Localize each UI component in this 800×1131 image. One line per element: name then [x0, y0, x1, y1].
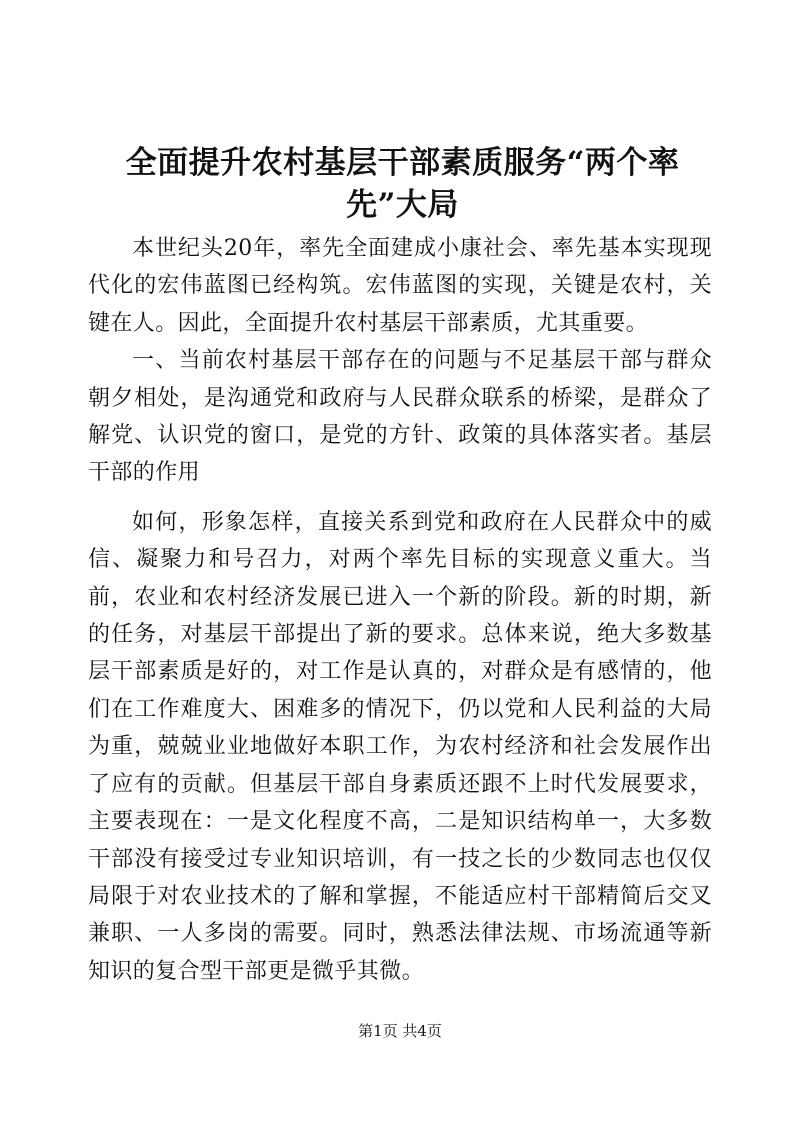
document-title: 全面提升农村基层干部素质服务“两个率先”大局	[125, 145, 680, 223]
paragraph-section-one: 一、当前农村基层干部存在的问题与不足基层干部与群众朝夕相处，是沟通党和政府与人民群众联系的桥梁，是群众了解党、认识党的窗口，是党的方针、政策的具体落实者。基层干部的作用	[88, 348, 712, 486]
document-body	[88, 230, 712, 990]
paragraph-intro: 本世纪头20年，率先全面建成小康社会、率先基本实现现代化的宏伟蓝图已经构筑。宏伟蓝图的实现，关键是农村，关键在人。因此，全面提升农村基层干部素质，尤其重要。	[88, 236, 712, 336]
page-number: 第1页 共4页	[358, 1022, 442, 1040]
paragraph-continuation: 如何，形象怎样，直接关系到党和政府在人民群众中的威信、凝聚力和号召力，对两个率先目标的实现意义重大。当前，农业和农村经济发展已进入一个新的阶段。新的时期，新的任务，对基层干部提出了新的要求。总体来说，绝大多数基层干部素质是好的，对工作是认真的，对群众是有感情的，他们在工作难度大、困难多的情况下，仍以党和人民利益的大局为重，兢兢业业地做好本职工作，为农村经济和社会发展作出了应有的贡献。但基层干部自身素质还跟不上时代发展要求，主要表现在：一是文化程度不高，二是知识结构单一，大多数干部没有接受过专业知识培训，有一技之长的少数同志也仅仅局限于对农业技术的了解和掌握，不能适应村干部精简后交叉兼职、一人多岗的需要。同时，熟悉法律法规、市场流通等新知识的复合型干部更是微乎其微。	[88, 509, 712, 984]
